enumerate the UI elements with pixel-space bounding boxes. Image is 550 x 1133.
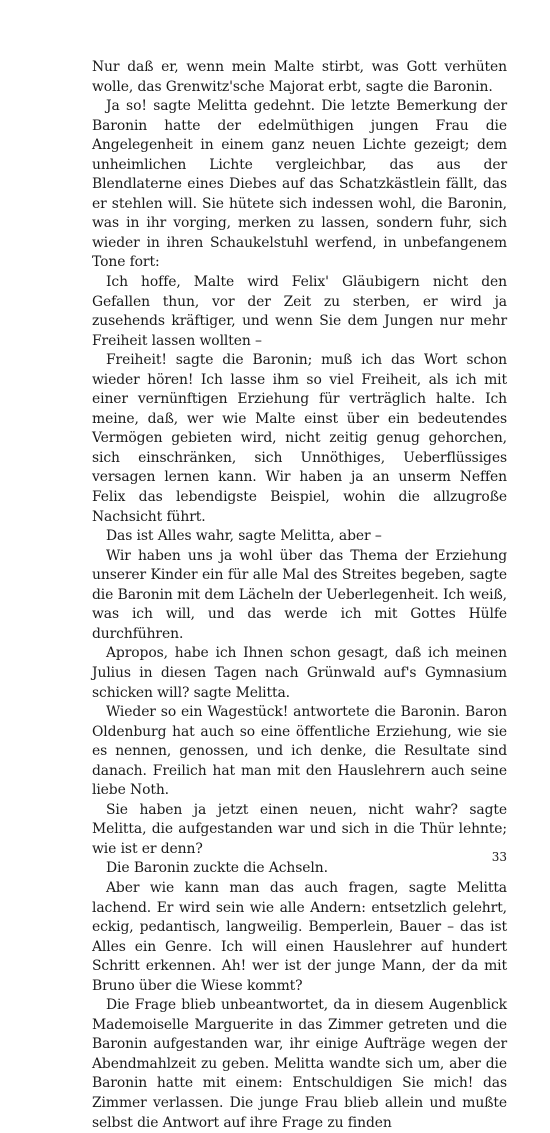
paragraph: Die Baronin zuckte die Achseln. xyxy=(106,860,328,877)
paragraph: Aber wie kann man das auch fragen, sagte Melitta lachend. Er wird sein wie alle Andern: entsetzlich gelehrt, eckig, pedantisch, langweilig. Bemperlein, Bauer – das ist Alles ein Genre. Ich will einen Hauslehrer auf hundert Schritt erkennen. Ah! wer ist der junge Mann, der da mit Bruno über die Wiese kommt? xyxy=(92,879,507,994)
paragraph: Wir haben uns ja wohl über das Thema der Erziehung unserer Kinder ein für alle Mal des Streites begeben, sagte die Baronin mit dem Lächeln der Ueberlegenheit. Ich weiß, was ich will, und das werde ich mit Gottes Hülfe durchführen. xyxy=(92,547,507,642)
body-text xyxy=(92,58,507,1133)
paragraph: Freiheit! sagte die Baronin; muß ich das Wort schon wieder hören! Ich lasse ihm so viel Freiheit, als ich mit einer vernünftigen Erziehung für verträglich halte. Ich meine, daß, wer wie Malte einst über ein bedeutendes Vermögen gebieten wird, nicht zeitig genug gehorchen, sich einschränken, sich Unnöthiges, Ueberflüssiges versagen lernen kann. Wir haben ja an unserm Neffen Felix das lebendigste Beispiel, wohin die allzugroße Nachsicht führt. xyxy=(92,352,507,525)
paragraph: Sie haben ja jetzt einen neuen, nicht wahr? sagte Melitta, die aufgestanden war und sich in die Thür lehnte; wie ist er denn? xyxy=(92,801,507,857)
paragraph: Das ist Alles wahr, sagte Melitta, aber – xyxy=(106,528,382,545)
paragraph: Ja so! sagte Melitta gedehnt. Die letzte Bemerkung der Baronin hatte der edelmüthigen jungen Frau die Angelegenheit in einem ganz neuen Lichte gezeigt; dem unheimlichen Lichte vergleichbar, das aus der Blendlaterne eines Diebes auf das Schatzkästlein fällt, das er stehlen will. Sie hütete sich indessen wohl, die Baronin, was in ihr vorging, merken zu lassen, sondern fuhr, sich wieder in ihren Schaukelstuhl werfend, in unbefangenem Tone fort: xyxy=(92,98,507,271)
paragraph: Apropos, habe ich Ihnen schon gesagt, daß ich meinen Julius in diesen Tagen nach Grünwald auf's Gymnasium schicken will? sagte Melitta. xyxy=(92,645,507,701)
paragraph: Die Frage blieb unbeantwortet, da in diesem Augenblick Mademoiselle Marguerite in das Zimmer getreten und die Baronin aufgestanden war, ihr einige Aufträge wegen der Abendmahlzeit zu geben. Melitta wandte sich um, aber die Baronin hatte mit einem: Entschuldigen Sie mich! das Zimmer verlassen. Die junge Frau blieb allein und mußte selbst die Antwort auf ihre Frage zu finden xyxy=(92,997,507,1131)
paragraph: Wieder so ein Wagestück! antwortete die Baronin. Baron Oldenburg hat auch so eine öffentliche Erziehung, wie sie es nennen, genossen, und ich denke, die Resultate sind danach. Freilich hat man mit den Hauslehrern auch seine liebe Noth. xyxy=(92,704,507,799)
paragraph: Nur daß er, wenn mein Malte stirbt, was Gott verhüten wolle, das Grenwitz'sche Majorat erbt, sagte die Baronin. xyxy=(92,59,507,95)
paragraph: Ich hoffe, Malte wird Felix' Gläubigern nicht den Gefallen thun, vor der Zeit zu sterben, er wird ja zusehends kräftiger, und wenn Sie dem Jungen nur mehr Freiheit lassen wollten – xyxy=(92,274,507,349)
page-number: 33 xyxy=(491,850,507,864)
